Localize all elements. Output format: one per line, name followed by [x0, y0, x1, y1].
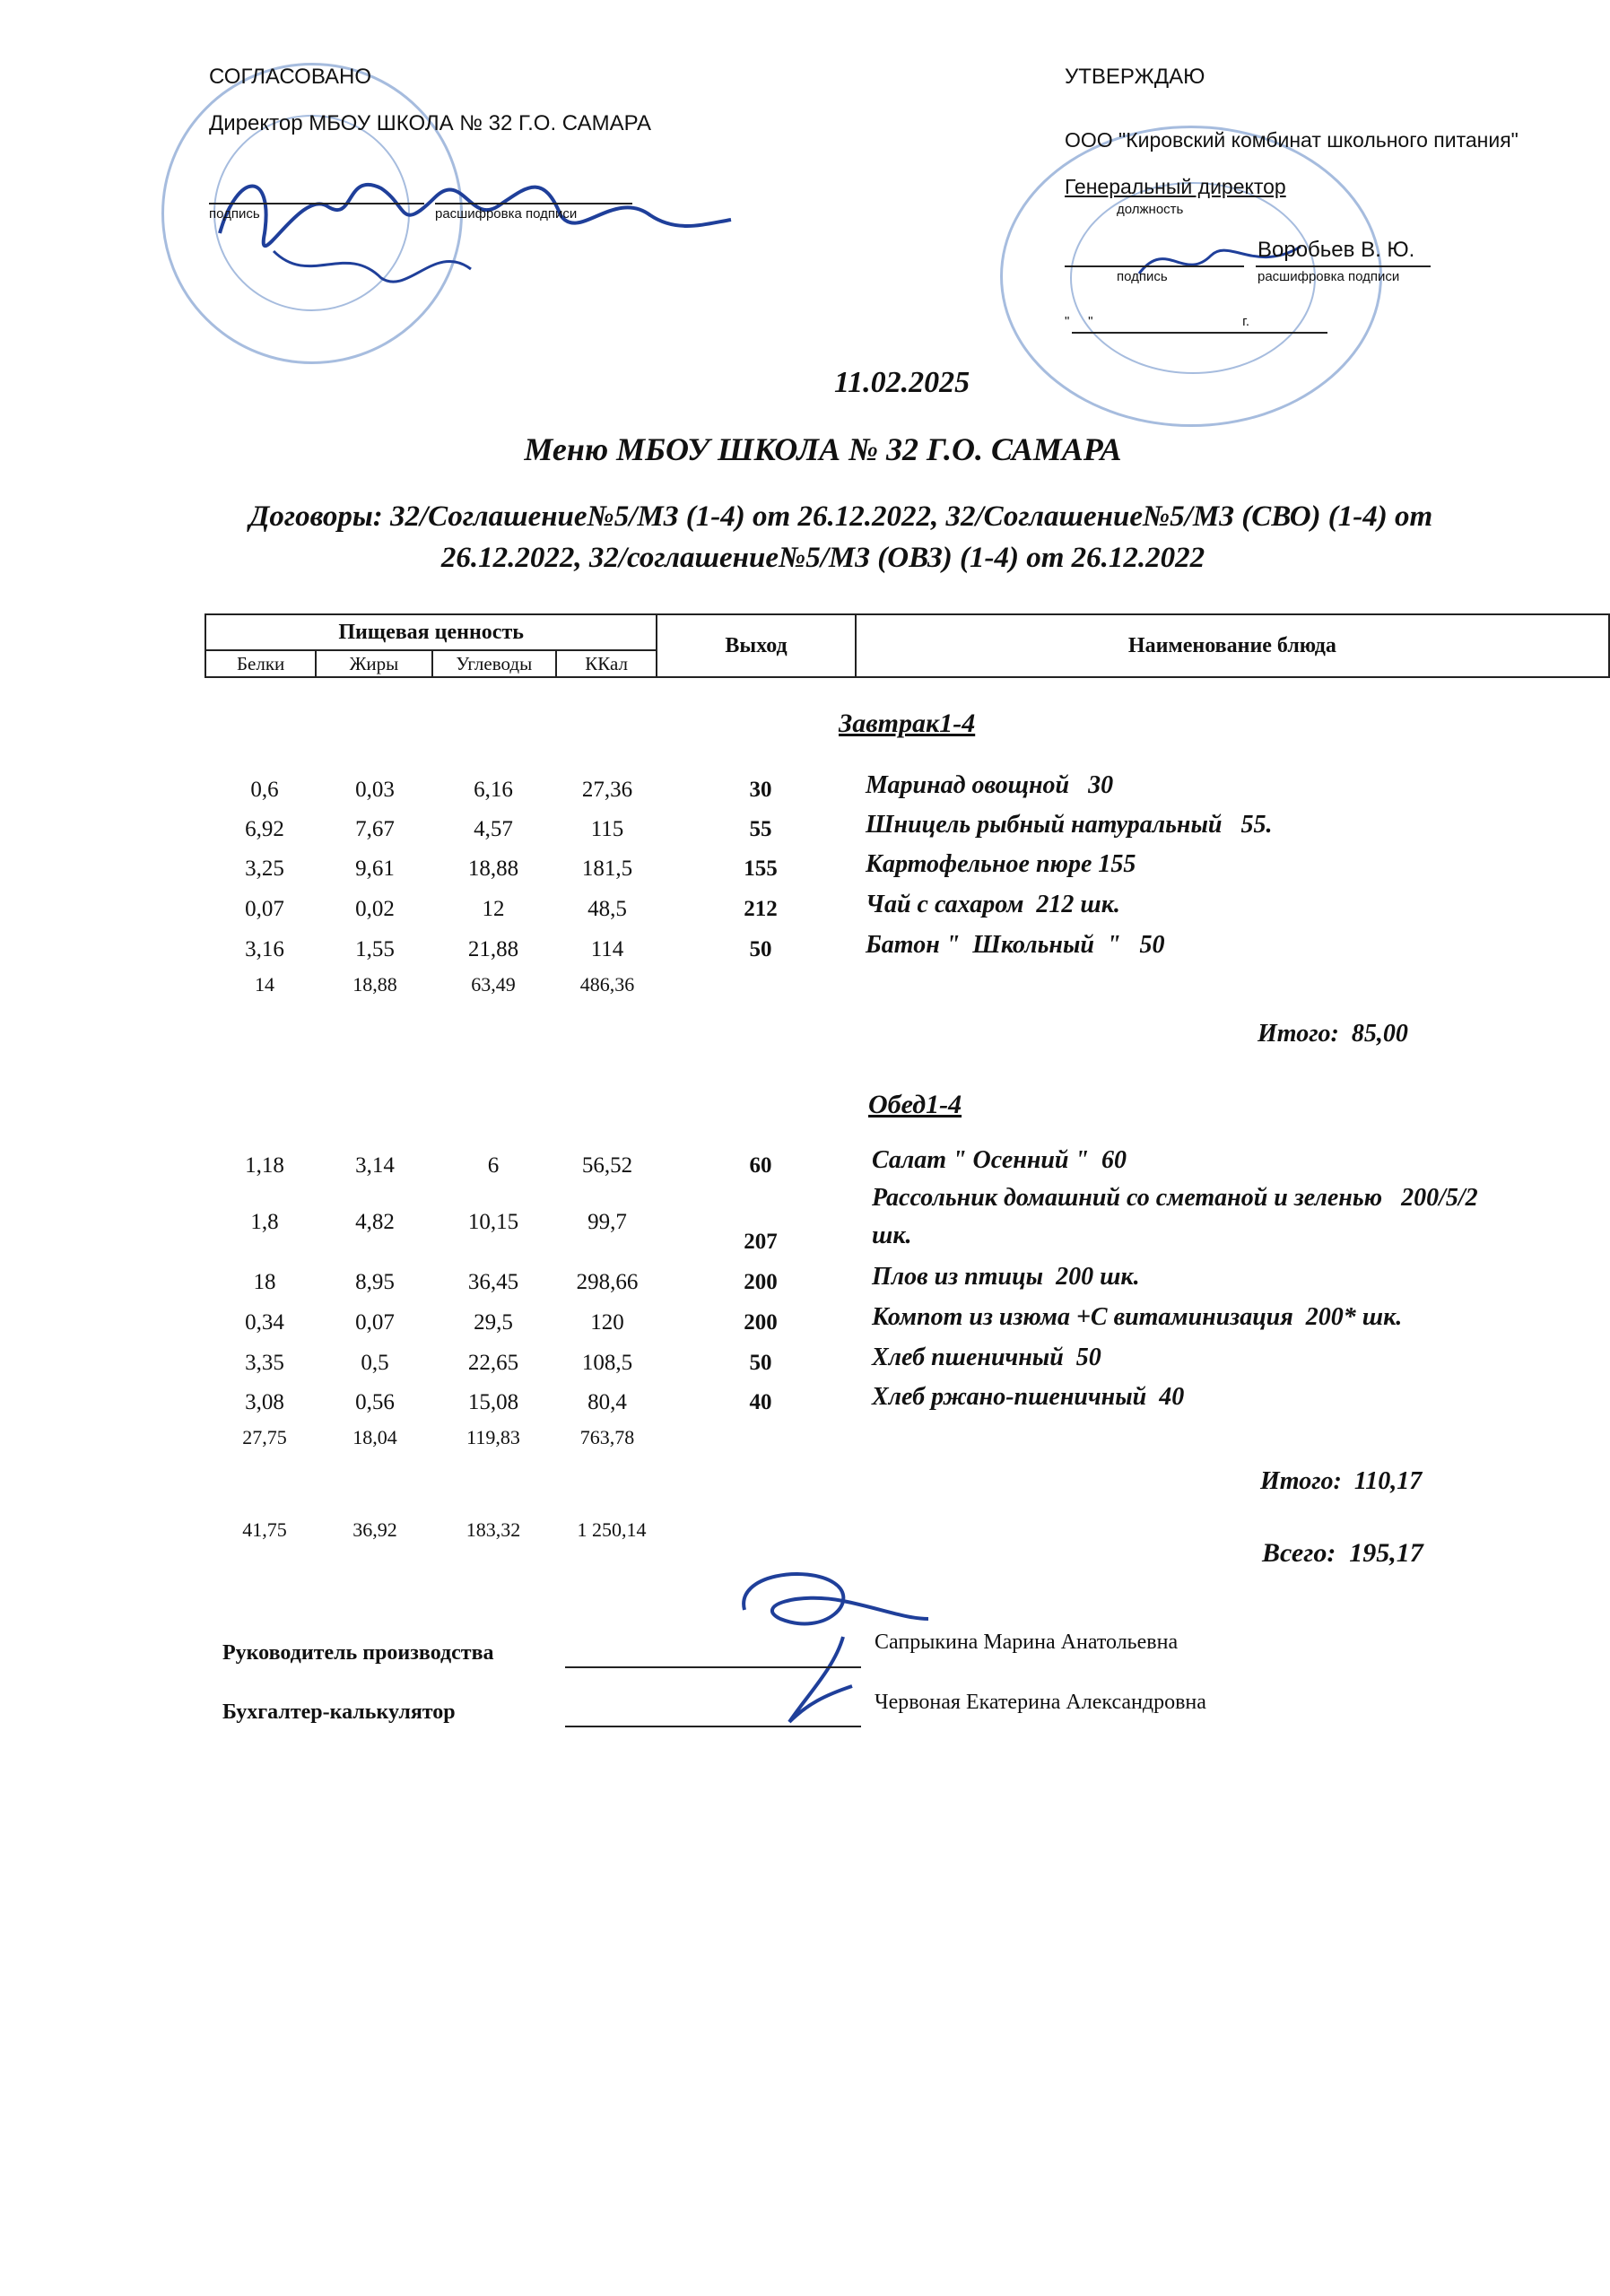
table-cell-dish: Картофельное пюре 155: [866, 850, 1136, 878]
table-cell-output: 200: [744, 1310, 778, 1335]
table-cell-dish: Шницель рыбный натуральный 55.: [866, 811, 1273, 839]
lunch-sum-carbs: 119,83: [466, 1426, 520, 1448]
breakfast-sum-carbs: 63,49: [471, 973, 516, 996]
table-cell-output: 200: [744, 1270, 778, 1294]
table-cell-protein: 1,18: [245, 1153, 284, 1178]
table-cell-carbs: 18,88: [467, 857, 519, 881]
table-cell-output: 40: [749, 1390, 772, 1414]
breakfast-sum-fat: 18,88: [352, 973, 397, 996]
table-cell-output: 60: [749, 1153, 772, 1178]
breakfast-sum-protein: 14: [255, 973, 274, 996]
table-cell-kcal: 80,4: [587, 1390, 627, 1414]
table-cell-carbs: 6,16: [474, 778, 513, 802]
breakfast-total: Итого: 85,00: [1258, 1020, 1408, 1048]
grand-sum-kcal: 1 250,14: [577, 1518, 647, 1541]
table-cell-output: 30: [749, 778, 772, 802]
table-cell-carbs: 29,5: [474, 1310, 513, 1335]
output-header: Выход: [657, 614, 856, 677]
table-cell-fat: 0,02: [355, 897, 395, 921]
table-cell-kcal: 181,5: [581, 857, 633, 881]
carbs-header: Углеводы: [432, 650, 556, 677]
table-cell-fat: 7,67: [355, 817, 395, 841]
director-line: Директор МБОУ ШКОЛА № 32 Г.О. САМАРА: [209, 111, 652, 135]
grand-sum-fat: 36,92: [352, 1518, 397, 1541]
accountant-label: Бухгалтер-калькулятор: [222, 1700, 456, 1724]
table-cell-output: 55: [749, 817, 772, 841]
table-cell-fat: 4,82: [355, 1210, 395, 1234]
decode-line-left: [435, 203, 632, 204]
table-cell-kcal: 120: [590, 1310, 624, 1335]
table-cell-fat: 1,55: [355, 937, 395, 961]
table-cell-kcal: 99,7: [587, 1210, 627, 1234]
table-cell-carbs: 15,08: [467, 1390, 519, 1414]
menu-title: Меню МБОУ ШКОЛА № 32 Г.О. САМАРА: [524, 431, 1122, 467]
kcal-header: ККал: [556, 650, 657, 677]
table-cell-dish: Чай с сахаром 212 шк.: [866, 891, 1120, 918]
lunch-section-title: Обед1-4: [868, 1090, 962, 1119]
table-header: [205, 613, 1610, 678]
decode-label-right: расшифровка подписи: [1258, 269, 1400, 284]
table-cell-fat: 0,03: [355, 778, 395, 802]
head-sign-line: [565, 1666, 861, 1668]
table-cell-carbs: 22,65: [467, 1351, 519, 1375]
lunch-sum-fat: 18,04: [352, 1426, 397, 1448]
accountant-name: Червоная Екатерина Александровна: [875, 1691, 1206, 1714]
sign-line-right: [1065, 265, 1244, 267]
table-cell-fat: 3,14: [355, 1153, 395, 1178]
dish-name-header: Наименование блюда: [856, 614, 1609, 677]
position-label: должность: [1117, 202, 1184, 217]
table-cell-protein: 18: [253, 1270, 276, 1294]
breakfast-section-title: Завтрак1-4: [839, 709, 976, 738]
table-cell-carbs: 21,88: [467, 937, 519, 961]
contracts-line-1: Договоры: 32/Соглашение№5/МЗ (1-4) от 26.12.2022, 32/Соглашение№5/МЗ (СВО) (1-4) от: [248, 500, 1433, 533]
table-cell-output: 50: [749, 937, 772, 961]
table-cell-protein: 0,34: [245, 1310, 284, 1335]
table-cell-fat: 0,07: [355, 1310, 395, 1335]
organization-name: ООО "Кировский комбинат школьного питания": [1065, 128, 1519, 152]
head-of-production-label: Руководитель производства: [222, 1641, 494, 1665]
table-cell-kcal: 48,5: [587, 897, 627, 921]
position-name: Генеральный директор: [1065, 175, 1286, 198]
table-cell-dish: Плов из птицы 200 шк.: [872, 1263, 1140, 1291]
contracts-line-2: 26.12.2022, 32/соглашение№5/МЗ (ОВЗ) (1-4) от 26.12.2022: [440, 542, 1205, 574]
grand-total: Всего: 195,17: [1262, 1538, 1423, 1568]
table-cell-kcal: 298,66: [576, 1270, 639, 1294]
table-cell-kcal: 27,36: [581, 778, 633, 802]
table-cell-carbs: 12: [482, 897, 505, 921]
decode-line-right: [1256, 265, 1431, 267]
table-cell-dish: Рассольник домашний со сметаной и зеленью 200/5/2: [872, 1184, 1478, 1212]
table-cell-carbs: 6: [487, 1153, 500, 1178]
table-cell-dish: Компот из изюма +С витаминизация 200* шк.: [872, 1303, 1403, 1331]
table-cell-carbs: 4,57: [474, 817, 513, 841]
table-cell-kcal: 114: [590, 937, 624, 961]
table-cell-dish: Маринад овощной 30: [866, 771, 1114, 799]
table-cell-fat: 8,95: [355, 1270, 395, 1294]
table-cell-carbs: 36,45: [467, 1270, 519, 1294]
table-cell-dish: Батон " Школьный " 50: [866, 931, 1165, 959]
date-underline-right: [1072, 332, 1327, 334]
table-cell-protein: 3,16: [245, 937, 284, 961]
table-cell-protein: 3,08: [245, 1390, 284, 1414]
table-cell-carbs: 10,15: [467, 1210, 519, 1234]
lunch-sum-protein: 27,75: [242, 1426, 287, 1448]
grand-sum-protein: 41,75: [242, 1518, 287, 1541]
head-of-production-name: Сапрыкина Марина Анатольевна: [875, 1631, 1179, 1654]
grand-sum-carbs: 183,32: [466, 1518, 521, 1541]
decode-label-left: расшифровка подписи: [435, 206, 578, 222]
table-cell-fat: 0,5: [361, 1351, 389, 1375]
table-cell-fat: 0,56: [355, 1390, 395, 1414]
table-cell-protein: 3,25: [245, 857, 284, 881]
table-cell-output: 155: [744, 857, 778, 881]
approval-title-left: СОГЛАСОВАНО: [209, 65, 372, 89]
approval-title-right: УТВЕРЖДАЮ: [1065, 65, 1205, 89]
table-cell-protein: 0,6: [250, 778, 279, 802]
lunch-total: Итого: 110,17: [1260, 1467, 1423, 1495]
table-cell-protein: 3,35: [245, 1351, 284, 1375]
table-cell-dish: Хлеб ржано-пшеничный 40: [872, 1383, 1185, 1411]
menu-date: 11.02.2025: [834, 366, 970, 399]
handwritten-signature-accountant: [771, 1632, 861, 1731]
sign-label-left: подпись: [209, 206, 260, 222]
general-director-name: Воробьев В. Ю.: [1258, 238, 1415, 262]
table-cell-fat: 9,61: [355, 857, 395, 881]
sign-line-left: [209, 203, 424, 204]
table-cell-protein: 0,07: [245, 897, 284, 921]
sign-label-right: подпись: [1117, 269, 1168, 284]
table-cell-kcal: 56,52: [581, 1153, 633, 1178]
protein-header: Белки: [205, 650, 316, 677]
date-line-right: " " г.: [1065, 314, 1249, 329]
breakfast-sum-kcal: 486,36: [579, 973, 635, 996]
table-cell-output: 207: [744, 1230, 778, 1254]
table-cell-dish: Салат " Осенний " 60: [872, 1146, 1127, 1174]
accountant-sign-line: [565, 1726, 861, 1727]
fat-header: Жиры: [316, 650, 431, 677]
table-cell-protein: 6,92: [245, 817, 284, 841]
table-cell-dish-continued: шк.: [872, 1222, 912, 1249]
table-cell-kcal: 108,5: [581, 1351, 633, 1375]
table-cell-output: 50: [749, 1351, 772, 1375]
table-cell-dish: Хлеб пшеничный 50: [872, 1344, 1101, 1371]
table-cell-output: 212: [744, 897, 778, 921]
nutrition-header: Пищевая ценность: [205, 614, 657, 650]
lunch-sum-kcal: 763,78: [579, 1426, 635, 1448]
table-cell-kcal: 115: [590, 817, 624, 841]
table-cell-protein: 1,8: [250, 1210, 279, 1234]
